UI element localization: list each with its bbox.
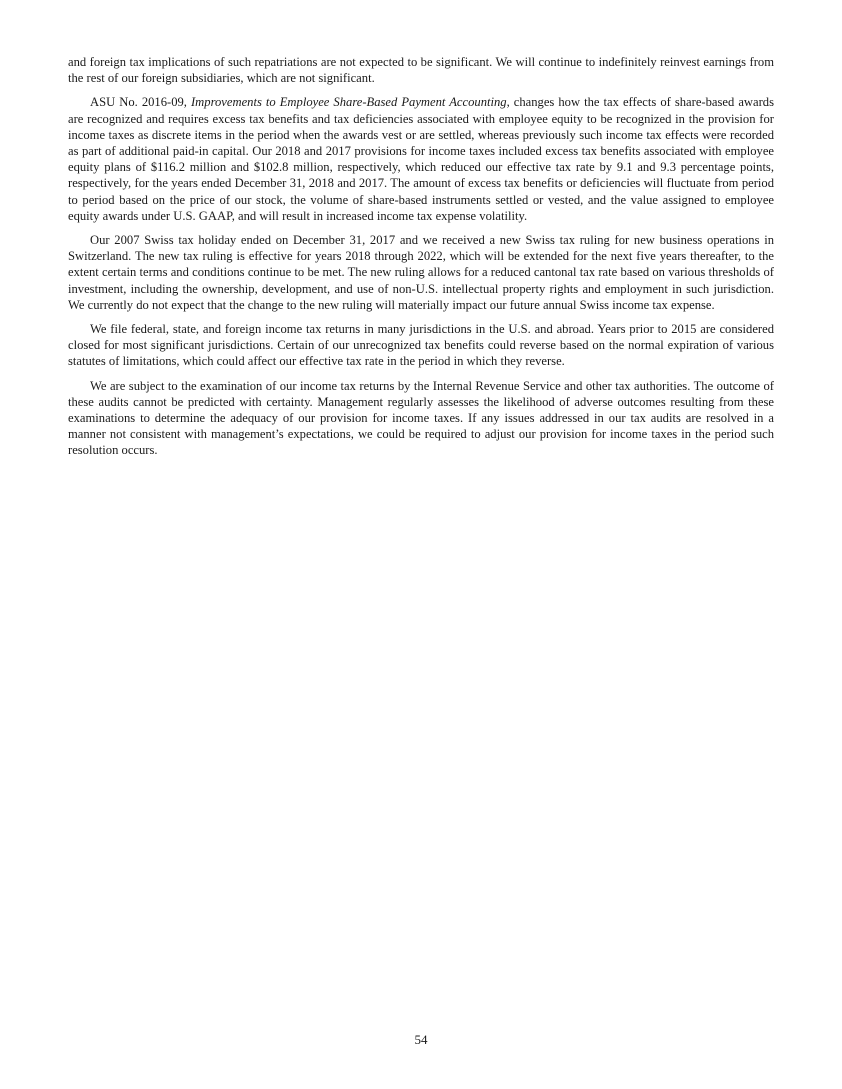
asu-body-text: , changes how the tax effects of share-based awards are recognized and requires excess tax benefits and tax deficiencies associated with employee equity to be recognized in the provision for income taxes as discrete items in the period when the awards vest or are settled, whereas previously such income tax effects were recorded as part of additional paid-in capital. Our 2018 and 2017 provisions for income taxes included excess tax benefits associated with employee equity plans of $116.2 million and $102.8 million, respectively, which reduced our effective tax rate by 9.1 and 9.3 percentage points, respectively, for the years ended December 31, 2018 and 2017. The amount of excess tax benefits or deficiencies will fluctuate from period to period based on the price of our stock, the volume of share-based instruments settled or vested, and the value assigned to employee equity awards under U.S. GAAP, and will result in increased income tax expense volatility. [68, 95, 774, 223]
asu-lead-text: ASU No. 2016-09, [90, 95, 191, 110]
paragraph-swiss-tax-holiday: Our 2007 Swiss tax holiday ended on December 31, 2017 and we received a new Swiss tax ruling for new business operations in Switzerland. The new tax ruling is effective for years 2018 through 2022, which will be extended for the next five years thereafter, to the extent certain terms and conditions continue to be met. The new ruling allows for a reduced cantonal tax rate based on various thresholds of investment, including the ownership, development, and use of non-U.S. intellectual property rights and employment in such jurisdiction. We currently do not expect that the change to the new ruling will materially impact our future annual Swiss income tax expense. [68, 233, 774, 312]
paragraph-repatriation: and foreign tax implications of such repatriations are not expected to be significant. We will continue to indefinitely reinvest earnings from the rest of our foreign subsidiaries, which are not significant. [68, 55, 774, 86]
page-number: 54 [414, 1032, 428, 1047]
paragraph-tax-audits: We are subject to the examination of our income tax returns by the Internal Revenue Service and other tax authorities. The outcome of these audits cannot be predicted with certainty. Management regularly assesses the likelihood of adverse outcomes resulting from these examinations to determine the adequacy of our provision for income taxes. If any issues addressed in our tax audits are resolved in a manner not consistent with management’s expectations, we could be required to adjust our provision for income taxes in the period such resolution occurs. [68, 378, 774, 458]
paragraph-tax-returns: We file federal, state, and foreign income tax returns in many jurisdictions in the U.S. and abroad. Years prior to 2015 are considered closed for most significant jurisdictions. Certain of our unrecognized tax benefits could reverse based on the normal expiration of various statutes of limitations, which could affect our effective tax rate in the period in which they reverse. [68, 322, 774, 369]
document-body [68, 54, 774, 467]
paragraph-asu-2016-09 [68, 94, 774, 224]
asu-title-italic: Improvements to Employee Share-Based Payment Accounting [190, 95, 507, 110]
